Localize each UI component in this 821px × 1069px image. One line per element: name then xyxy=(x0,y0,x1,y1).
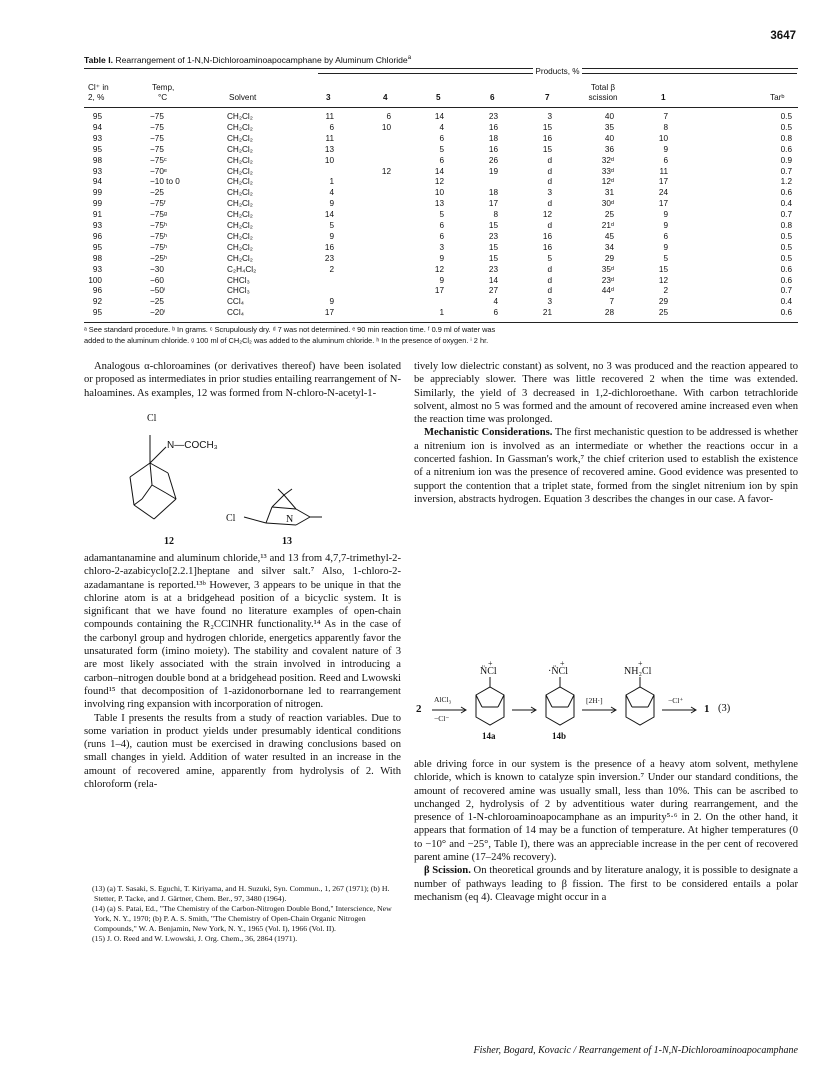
table-cell-temp: −75 xyxy=(150,122,164,132)
table-cell-p5: 9 xyxy=(439,253,444,263)
table-row xyxy=(0,285,821,296)
table-cell-p5: 14 xyxy=(434,112,444,121)
table-cell-tar: 0.6 xyxy=(780,264,792,274)
table-cell-temp: −75ᶠ xyxy=(150,199,166,209)
table-cell-p7: 16 xyxy=(542,133,552,143)
table-cell-solvent: CCl₄ xyxy=(227,308,244,318)
header-cl-line2: 2, % xyxy=(88,93,105,102)
table-cell-tar: 0.6 xyxy=(780,188,792,198)
table-cell-tar: 0.9 xyxy=(780,155,792,165)
table-footnote-line2: added to the aluminum chloride. ᵍ 100 ml of CH₂Cl₂ was added to the aluminum chloride. ʰ In the presence of oxygen. ⁱ 2 hr. xyxy=(84,336,489,345)
header-cl-line1: Cl⁺ in xyxy=(88,83,109,92)
table-footnote-line1: ᵃ See standard procedure. ᵇ In grams. ᶜ Scrupulously dry. ᵈ 7 was not determined. ᵉ 90 min reaction time. ᶠ 0.9 ml of water was xyxy=(84,325,496,334)
table-row xyxy=(0,220,821,231)
table-cell-tar: 0.7 xyxy=(780,166,792,176)
table-cell-p3: 10 xyxy=(324,155,334,165)
table-cell-p1: 25 xyxy=(658,308,668,318)
table-cell-p3: 13 xyxy=(324,144,334,154)
table-cell-total: 35 xyxy=(604,122,614,132)
table-cell-p6: 15 xyxy=(488,221,498,230)
table-cell-solvent: CH₂Cl₂ xyxy=(227,231,253,241)
products-header: Products, % xyxy=(535,67,580,76)
table-cell-p6: 23 xyxy=(488,231,498,241)
table-cell-solvent: C₂H₄Cl₂ xyxy=(227,264,257,274)
table-cell-p1: 29 xyxy=(658,297,668,307)
table-cell-p5: 6 xyxy=(439,155,444,165)
table-cell-cl: 93 xyxy=(92,264,102,274)
table-cell-p6: 23 xyxy=(488,264,498,274)
table-cell-p3: 11 xyxy=(325,112,334,121)
header-product-4: 4 xyxy=(383,93,388,102)
table-cell-total: 23ᵈ xyxy=(601,275,614,285)
table-cell-solvent: CHCl₃ xyxy=(227,286,250,296)
header-tar: Tarᵇ xyxy=(770,93,785,102)
table-cell-solvent: CH₂Cl₂ xyxy=(227,253,253,263)
table-cell-cl: 92 xyxy=(92,297,102,307)
table-cell-cl: 94 xyxy=(92,177,102,187)
table-cell-cl: 93 xyxy=(92,133,102,143)
table-cell-total: 44ᵈ xyxy=(601,286,614,296)
table-cell-p1: 9 xyxy=(663,221,668,230)
right-column-paragraph-2: able driving force in our system is the presence of a heavy atom solvent, methylene chloride, which is known to catalyze spin inversion.⁷ Under our standard conditions, the amount of recovered amine was usually small, less than 10%. This can be ascribed to unchanged 2, hydrolysis of 2 by adventitious water during rearrangement, and the presence of 1-N-chloroaminoapocamphane as an impurity⁵·⁶ in 2. On the other hand, it appears that formation of 14 may be a function of temperature. At higher temperatures (0 to −10° and −25°, Table I), there was an appreciable increase in the per cent of recovered parent amine (17–24% recovery). β Scission. On theoretical grounds and by literature analogy, it is possible to designate a number of pathways leading to β fission. The first to be considered entails a polar mechanism (eq 4). Cleavage might occur in a xyxy=(414,759,798,903)
table-cell-p7: d xyxy=(547,177,552,187)
table-cell-p3: 6 xyxy=(329,122,334,132)
table-cell-total: 45 xyxy=(604,231,614,241)
table-cell-p6: 4 xyxy=(493,297,498,307)
table-cell-p7: 16 xyxy=(542,231,552,241)
header-product-7: 7 xyxy=(545,93,550,102)
table-row xyxy=(0,307,821,318)
scheme-species2-group: ·N̈Cl xyxy=(548,666,568,677)
table-cell-p7: 16 xyxy=(542,242,552,252)
reference-15: (15) J. O. Reed and W. Lwowski, J. Org. Chem., 36, 2864 (1971). xyxy=(92,934,298,943)
table-cell-cl: 99 xyxy=(92,188,102,198)
table-cell-temp: −75 xyxy=(150,133,164,143)
table-cell-p5: 6 xyxy=(439,221,444,230)
references xyxy=(84,884,401,944)
table-cell-solvent: CH₂Cl₂ xyxy=(227,155,253,165)
scheme-species2-charge: + xyxy=(560,659,565,668)
table-cell-cl: 91 xyxy=(92,210,102,220)
table-row xyxy=(0,176,821,187)
table-cell-p6: 16 xyxy=(488,122,498,132)
table-cell-p7: d xyxy=(547,155,552,165)
table-cell-temp: −50ⁱ xyxy=(150,286,166,296)
scheme-species3-charge: + xyxy=(638,659,643,668)
table-cell-cl: 93 xyxy=(92,166,102,176)
table-cell-p6: 18 xyxy=(488,188,498,198)
table-cell-p6: 15 xyxy=(488,242,498,252)
table-cell-p6: 18 xyxy=(488,133,498,143)
table-cell-p3: 1 xyxy=(329,177,334,187)
table-cell-p5: 6 xyxy=(439,231,444,241)
table-cell-p7: 5 xyxy=(547,253,552,263)
table-bottom-rule xyxy=(84,322,798,323)
table-cell-p6: 16 xyxy=(488,144,498,154)
table-cell-cl: 98 xyxy=(92,253,102,263)
table-cell-solvent: CH₂Cl₂ xyxy=(227,221,253,230)
table-cell-p1: 7 xyxy=(663,112,668,121)
table-cell-p3: 2 xyxy=(329,264,334,274)
table-cell-p7: 15 xyxy=(542,144,552,154)
structure-13-cl: Cl xyxy=(226,513,236,524)
table-cell-p1: 6 xyxy=(663,155,668,165)
table-cell-p3: 9 xyxy=(329,199,334,209)
table-cell-temp: −75ʰ xyxy=(150,221,168,230)
table-cell-p5: 6 xyxy=(439,133,444,143)
table-caption-mark: a xyxy=(407,55,412,62)
scheme-species1-label: 14a xyxy=(482,731,496,741)
table-cell-solvent: CH₂Cl₂ xyxy=(227,133,253,143)
scheme-equation-number: (3) xyxy=(718,703,731,714)
table-cell-total: 31 xyxy=(604,188,614,198)
table-cell-p1: 17 xyxy=(658,177,668,187)
table-cell-temp: −25 xyxy=(150,188,164,198)
table-cell-tar: 0.5 xyxy=(780,122,792,132)
table-cell-temp: −75ᶜ xyxy=(150,155,167,165)
header-total-line2: scission xyxy=(588,93,618,102)
table-cell-p5: 1 xyxy=(439,308,444,318)
table-cell-p5: 13 xyxy=(434,199,444,209)
table-cell-tar: 0.5 xyxy=(780,231,792,241)
table-cell-cl: 99 xyxy=(92,199,102,209)
table-row xyxy=(0,198,821,209)
table-row xyxy=(0,111,821,122)
table-cell-p4: 6 xyxy=(386,112,391,121)
table-cell-total: 35ᵈ xyxy=(601,264,614,274)
table-cell-tar: 0.6 xyxy=(780,144,792,154)
table-cell-tar: 0.7 xyxy=(780,286,792,296)
structure-13-label: 13 xyxy=(282,536,292,547)
structure-12-cl: Cl xyxy=(147,413,157,424)
table-cell-p6: 27 xyxy=(488,286,498,296)
table-cell-p5: 5 xyxy=(439,210,444,220)
scheme-reactant: 2 xyxy=(416,703,422,715)
table-cell-p1: 2 xyxy=(663,286,668,296)
scheme-arrow3-top: [2H·] xyxy=(586,696,603,705)
table-cell-temp: −75ʰ xyxy=(150,231,168,241)
structure-13-bicyclic xyxy=(226,487,326,537)
table-cell-solvent: CH₂Cl₂ xyxy=(227,188,253,198)
table-cell-total: 33ᵈ xyxy=(601,166,614,176)
table-row xyxy=(0,296,821,307)
table-cell-p5: 10 xyxy=(434,188,444,198)
table-cell-p3: 17 xyxy=(324,308,334,318)
header-temp-line1: Temp, xyxy=(152,83,175,92)
table-cell-p1: 5 xyxy=(663,253,668,263)
table-cell-total: 29 xyxy=(604,253,614,263)
header-total-line1: Total β xyxy=(590,83,616,92)
table-cell-tar: 0.6 xyxy=(780,275,792,285)
table-row xyxy=(0,275,821,286)
table-cell-total: 28 xyxy=(604,308,614,318)
mechanistic-heading: Mechanistic Considerations. xyxy=(424,427,553,439)
table-cell-p7: d xyxy=(547,166,552,176)
table-cell-temp: −75ʰ xyxy=(150,242,168,252)
table-cell-p1: 24 xyxy=(658,188,668,198)
table-cell-temp: −25 xyxy=(150,297,164,307)
table-cell-p5: 14 xyxy=(434,166,444,176)
table-cell-p6: 8 xyxy=(493,210,498,220)
table-cell-p7: 3 xyxy=(547,188,552,198)
table-cell-p6: 23 xyxy=(488,112,498,121)
table-cell-p1: 12 xyxy=(658,275,668,285)
scheme-species1-charge: + xyxy=(488,659,493,668)
table-cell-p7: d xyxy=(547,199,552,209)
table-caption-label: Table I. xyxy=(84,55,113,65)
table-cell-total: 32ᵈ xyxy=(601,155,614,165)
table-cell-p1: 9 xyxy=(663,242,668,252)
header-solvent: Solvent xyxy=(229,93,257,102)
table-cell-temp: −75 xyxy=(150,144,164,154)
table-row xyxy=(0,144,821,155)
table-cell-tar: 0.5 xyxy=(780,253,792,263)
table-row xyxy=(0,264,821,275)
table-cell-p6: 17 xyxy=(488,199,498,209)
table-cell-p3: 11 xyxy=(325,133,334,143)
table-cell-cl: 95 xyxy=(92,242,102,252)
table-cell-tar: 0.8 xyxy=(780,133,792,143)
table-row xyxy=(0,253,821,264)
table-cell-solvent: CH₂Cl₂ xyxy=(227,112,253,121)
structure-13-n: N xyxy=(286,514,294,525)
table-cell-total: 25 xyxy=(604,210,614,220)
table-row xyxy=(0,122,821,133)
running-footer: Fisher, Bogard, Kovacic / Rearrangement of 1-N,N-Dichloroaminoapocamphane xyxy=(473,1045,798,1056)
table-cell-temp: −30 xyxy=(150,264,164,274)
table-cell-solvent: CH₂Cl₂ xyxy=(227,210,253,220)
table-cell-cl: 96 xyxy=(92,286,102,296)
table-row xyxy=(0,209,821,220)
table-cell-cl: 95 xyxy=(92,144,102,154)
table-cell-p3: 4 xyxy=(329,188,334,198)
table-cell-p5: 4 xyxy=(439,122,444,132)
table-cell-solvent: CCl₄ xyxy=(227,297,244,307)
table-cell-solvent: CH₂Cl₂ xyxy=(227,242,253,252)
table-cell-p1: 6 xyxy=(663,231,668,241)
table-cell-tar: 0.8 xyxy=(780,221,792,230)
table-cell-total: 40 xyxy=(604,112,614,121)
table-cell-p1: 9 xyxy=(663,144,668,154)
table-cell-total: 21ᵈ xyxy=(601,221,614,230)
left-column-paragraph-2: adamantanamine and aluminum chloride,¹³ and 13 from 4,7,7-trimethyl-2-chloro-2-azabicyclo[2.2.1]heptane and silver salt.⁷ Also, 1-chloro-2-azadamantane is reported.¹³ᵇ However, 3 appears to be unique in that the chlorine atom is at a bridgehead position of a bicyclic system. It is significant that we have found no literature examples of open-chain compounds containing the R₂CClNHR functionality.¹⁴ As in the case of the carbonyl group and hydrogen chloride, energetics apparently favor the unsaturated form (imino moiety). The stability and covalent nature of 3 are most likely associated with the strain involved in introducing a carbon–nitrogen double bond at a bridgehead position. Reed and Lwowski found¹⁵ that decomposition of 1-azidonorbornane led to rearrangement involving ring expansion with incorporation of nitrogen. Table I presents the results from a study of reaction variables. Due to some variation in product yields under presumably identical conditions (runs 1–4), caution must be exercised in drawing conclusions based on small changes in yield. Addition of water resulted in an increase in the amount of recovered amine, apparently from hydrolysis of 2. With chloroform (rela- xyxy=(84,553,401,791)
table-cell-tar: 0.6 xyxy=(780,308,792,318)
scheme-arrow1-top: AlCl₃ xyxy=(434,695,452,704)
table-cell-p4: 10 xyxy=(381,122,391,132)
table-header-rule xyxy=(84,107,798,108)
table-cell-temp: −25ʰ xyxy=(150,253,168,263)
scheme-arrow4-top: −Cl⁺ xyxy=(668,696,684,705)
table-cell-p7: d xyxy=(547,286,552,296)
table-cell-p6: 14 xyxy=(488,275,498,285)
table-cell-cl: 94 xyxy=(92,122,102,132)
table-cell-p7: 21 xyxy=(542,308,552,318)
table-cell-p3: 16 xyxy=(324,242,334,252)
table-cell-p5: 9 xyxy=(439,275,444,285)
table-cell-p1: 9 xyxy=(663,210,668,220)
table-cell-p7: 3 xyxy=(547,297,552,307)
table-cell-solvent: CH₂Cl₂ xyxy=(227,144,253,154)
table-cell-p6: 26 xyxy=(488,155,498,165)
header-product-1: 1 xyxy=(661,93,666,102)
table-cell-cl: 96 xyxy=(92,231,102,241)
table-cell-temp: −10 to 0 xyxy=(150,177,180,187)
structure-12-label: 12 xyxy=(164,536,174,547)
reference-13: (13) (a) T. Sasaki, S. Eguchi, T. Kiriyama, and H. Suzuki, Syn. Commun., 1, 267 (1971); (b) H. Stetter, P. Tacke, and J. Gärtner, Chem. Ber., 97, 3480 (1964). xyxy=(92,884,390,903)
table-cell-p6: 19 xyxy=(488,166,498,176)
table-cell-cl: 95 xyxy=(92,112,102,121)
table-cell-p5: 5 xyxy=(439,144,444,154)
table-cell-tar: 0.4 xyxy=(780,297,792,307)
table-row xyxy=(0,242,821,253)
table-cell-p3: 14 xyxy=(324,210,334,220)
right-column-paragraph-1: tively low dielectric constant) as solvent, no 3 was produced and the reaction appeared to be appreciably slower. There was little recovered 2 when the time was extended. Similarly, the yield of 3 decreased in 1,2-dichloroethane. With carbon tetrachloride solvent, almost no 5 was formed and the amount of recovered amine increased even when the reaction time was prolonged. Mechanistic Considerations. The first mechanistic question to be addressed is whether a nitrenium ion is involved as an intermediate or whether the reactions occur in a concerted fashion. In Gassman's work,⁷ the chief criterion used to establish the existence of a nitrenium ion was the presence of recovered amine. Good evidence was presented to support the contention that a triplet state, formed from the singlet nitrenium ion by spin inversion, abstracts hydrogen. Equation 3 describes the changes in our case. A favor- xyxy=(414,361,798,505)
table-caption xyxy=(84,55,411,65)
equation-3-scheme xyxy=(414,659,798,755)
table-cell-p5: 12 xyxy=(434,264,444,274)
reference-14: (14) (a) S. Patai, Ed., "The Chemistry of the Carbon-Nitrogen Double Bond," Interscience, New York, N. Y., 1970; (b) P. A. S. Smith, "The Chemistry of Open-Chain Organic Nitrogen Compounds," W. A. Benjamin, New York, N. Y., 1965 (Vol. I), 1966 (Vol. II). xyxy=(92,904,392,933)
table-cell-temp: −20ⁱ xyxy=(150,308,166,318)
table-cell-cl: 100 xyxy=(88,275,102,285)
table-row xyxy=(0,187,821,198)
table-cell-tar: 0.5 xyxy=(780,242,792,252)
table-cell-p1: 15 xyxy=(658,264,668,274)
table-cell-temp: −75 xyxy=(150,112,164,121)
table-cell-tar: 0.5 xyxy=(780,112,792,121)
table-cell-p7: 12 xyxy=(542,210,552,220)
table-cell-p5: 17 xyxy=(434,286,444,296)
table-cell-solvent: CHCl₃ xyxy=(227,275,250,285)
table-cell-solvent: CH₂Cl₂ xyxy=(227,199,253,209)
table-cell-total: 40 xyxy=(604,133,614,143)
table-cell-p3: 5 xyxy=(329,221,334,230)
table-cell-p5: 3 xyxy=(439,242,444,252)
table-cell-p1: 8 xyxy=(663,122,668,132)
table-caption-text: Rearrangement of 1-N,N-Dichloroaminoapocamphane by Aluminum Chloride xyxy=(115,55,408,65)
table-cell-p5: 12 xyxy=(434,177,444,187)
table-cell-temp: −75ᵍ xyxy=(150,210,167,220)
table-cell-p3: 9 xyxy=(329,297,334,307)
scheme-species3-group: NH₂Cl xyxy=(624,666,652,677)
table-cell-total: 30ᵈ xyxy=(601,199,614,209)
table-cell-solvent: CH₂Cl₂ xyxy=(227,177,253,187)
table-cell-total: 7 xyxy=(609,297,614,307)
table-cell-total: 36 xyxy=(604,144,614,154)
table-cell-cl: 98 xyxy=(92,155,102,165)
header-product-6: 6 xyxy=(490,93,495,102)
table-cell-p4: 12 xyxy=(381,166,391,176)
left-column-paragraph-1: Analogous α-chloroamines (or derivatives thereof) have been isolated or proposed as intermediates in prior studies entailing rearrangement of N-haloamines. As examples, 12 was formed from N-chloro-N-acetyl-1- xyxy=(84,361,401,399)
header-product-3: 3 xyxy=(326,93,331,102)
table-cell-solvent: CH₂Cl₂ xyxy=(227,122,253,132)
table-cell-cl: 93 xyxy=(92,221,102,230)
structure-12-n-group: N—COCH₃ xyxy=(167,440,218,451)
table-cell-tar: 0.7 xyxy=(780,210,792,220)
table-cell-p1: 17 xyxy=(658,199,668,209)
scheme-arrow1-bottom: −Cl⁻ xyxy=(434,714,450,723)
table-cell-tar: 0.4 xyxy=(780,199,792,209)
table-row xyxy=(0,133,821,144)
table-cell-p6: 6 xyxy=(493,308,498,318)
table-cell-cl: 95 xyxy=(92,308,102,318)
table-cell-p3: 23 xyxy=(324,253,334,263)
scheme-species1-group: N̈Cl xyxy=(480,666,497,677)
header-product-5: 5 xyxy=(436,93,441,102)
table-row xyxy=(0,166,821,177)
table-cell-temp: −60 xyxy=(150,275,164,285)
scheme-product: 1 xyxy=(704,703,710,715)
table-cell-p3: 9 xyxy=(329,231,334,241)
table-cell-p7: 3 xyxy=(547,112,552,121)
table-cell-total: 12ᵈ xyxy=(601,177,614,187)
structure-12-adamantyl xyxy=(120,413,230,533)
table-cell-p7: d xyxy=(547,221,552,230)
table-cell-solvent: CH₂Cl₂ xyxy=(227,166,253,176)
scheme-species2-label: 14b xyxy=(552,731,567,741)
table-cell-p7: d xyxy=(547,275,552,285)
table-cell-tar: 1.2 xyxy=(780,177,792,187)
page-number: 3647 xyxy=(770,30,796,42)
beta-scission-heading: β Scission. xyxy=(424,865,471,877)
table-cell-temp: −70ᵉ xyxy=(150,166,167,176)
table-cell-p1: 10 xyxy=(658,133,668,143)
table-cell-p6: 15 xyxy=(488,253,498,263)
table-cell-p7: 15 xyxy=(542,122,552,132)
table-row xyxy=(0,231,821,242)
table-row xyxy=(0,155,821,166)
table-cell-p1: 11 xyxy=(659,166,668,176)
table-cell-p7: d xyxy=(547,264,552,274)
table-cell-total: 34 xyxy=(604,242,614,252)
header-temp-line2: °C xyxy=(158,93,168,102)
